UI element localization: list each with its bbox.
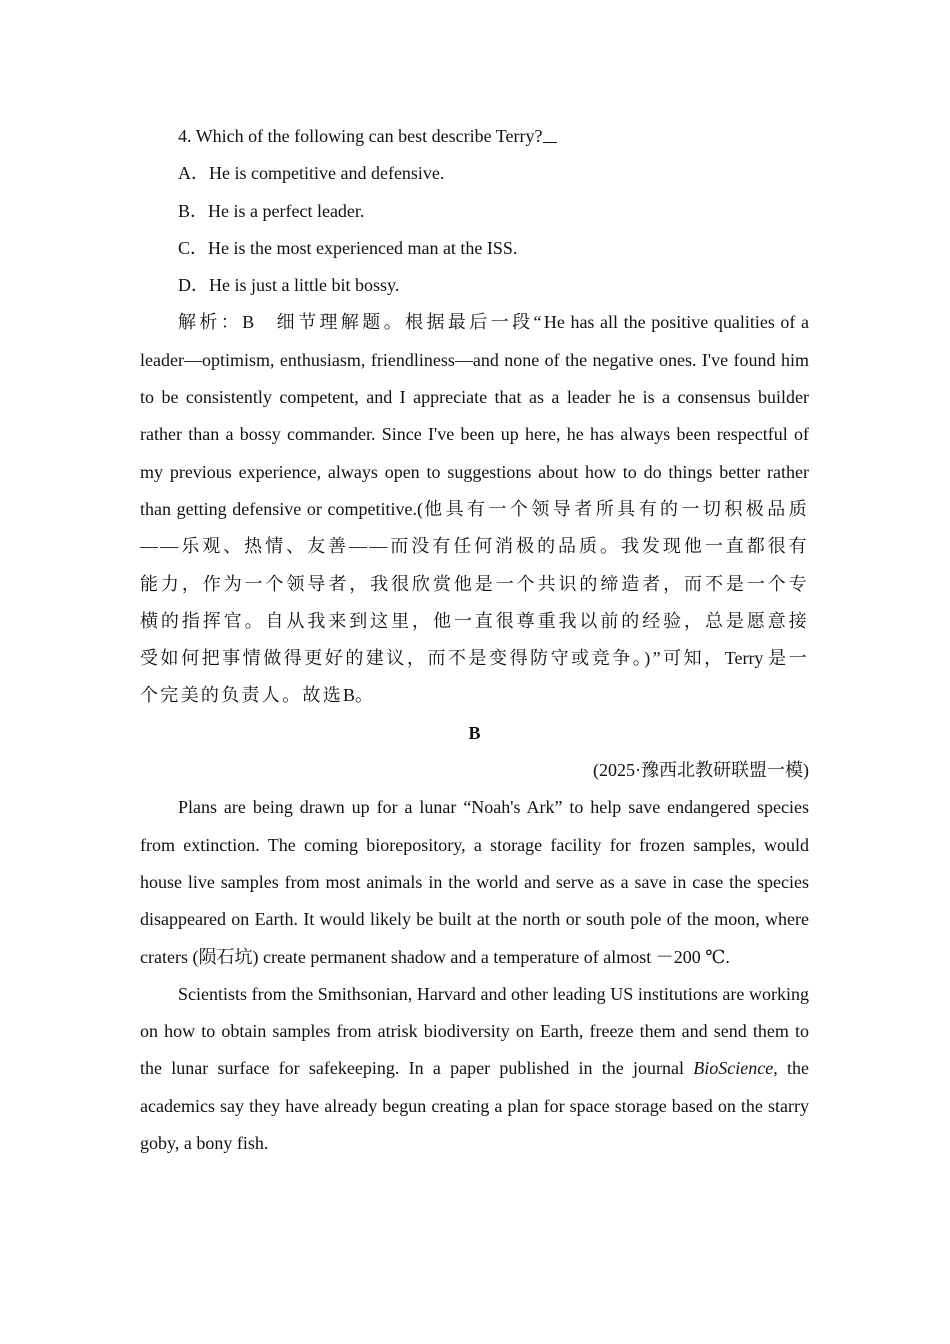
option-b: B．He is a perfect leader. [178, 200, 365, 221]
analysis-intro: 细节理解题。根据最后一段“ [276, 312, 544, 333]
option-text: He is competitive and defensive. [209, 163, 445, 184]
p2-text-a: Scientists from the Smithsonian, Harvard and other leading US institutions are working on how to obtain samples from atrisk biodiversity on Earth, freeze them and send them to the lunar surface for safekeeping. In a paper published in the journal [140, 983, 809, 1079]
section-source: (2025·豫西北教研联盟一模) [593, 760, 809, 781]
option-letter: A [178, 163, 191, 184]
analysis-answer: B [242, 312, 255, 333]
document-page [140, 118, 809, 1162]
question-4 [140, 118, 809, 155]
answer-blank [543, 124, 557, 143]
option-letter: C [178, 237, 191, 258]
option-a: A．He is competitive and defensive. [178, 163, 445, 184]
question-text: Which of the following can best describe Terry? [195, 126, 543, 146]
option-letter: B [178, 200, 191, 221]
analysis-label: 解析： [178, 312, 243, 333]
analysis-conclusion: 是一个完美的负责人。故选 [140, 648, 810, 706]
section-heading: B [468, 722, 481, 743]
option-text: He is the most experienced man at the ISS. [208, 237, 518, 258]
p1-text-b: ) create permanent shadow and a temperature of almost －200 ℃. [252, 946, 730, 967]
option-text: He is a perfect leader. [208, 200, 365, 221]
analysis-name: Terry [724, 648, 764, 669]
p1-crater-cn: 陨石坑 [198, 946, 253, 967]
question-separator: . [187, 126, 196, 146]
option-letter: D [178, 275, 191, 296]
passage-paragraph-1 [140, 789, 809, 975]
passage-paragraph-2 [140, 976, 809, 1162]
analysis-conclusion-letter: B [343, 685, 356, 706]
option-text: He is just a little bit bossy. [209, 275, 400, 296]
analysis-end: 。 [355, 685, 374, 706]
analysis-quote-en: He has all the positive qualities of a leader—optimism, enthusiasm, friendliness—and none of the negative ones. I've found him to be consistently competent, and I appreciate that as a leader he is a consensus builder rather than a bossy commander. Since I've been up here, he has always been respectful of my previous experience, always open to suggestions about how to do things better rather than getting defensive or competitive.( [140, 312, 810, 519]
p2-text-b: , the academics say they have already begun creating a plan for space storage based on the starry goby, a bony fish. [140, 1058, 809, 1154]
question-number: 4 [178, 126, 187, 146]
option-c: C．He is the most experienced man at the ISS. [178, 237, 518, 258]
option-d: D．He is just a little bit bossy. [178, 275, 400, 296]
analysis-paragraph [140, 304, 809, 714]
p2-journal-name: BioScience [693, 1058, 774, 1079]
p1-text-a: Plans are being drawn up for a lunar “Noah's Ark” to help save endangered species from extinction. The coming biorepository, a storage facility for frozen samples, would house live samples from most animals in the world and serve as a save in case the species disappeared on Earth. It would likely be built at the north or south pole of the moon, where craters ( [140, 797, 809, 967]
analysis-quote-cn: 他具有一个领导者所具有的一切积极品质——乐观、热情、友善——而没有任何消极的品质。我发现他一直都很有能力，作为一个领导者，我很欣赏他是一个共识的缔造者，而不是一个专横的指挥官。自从我来到这里，他一直很尊重我以前的经验，总是愿意接受如何把事情做得更好的建议，而不是变得防守或竞争。)”可知， [140, 498, 809, 669]
